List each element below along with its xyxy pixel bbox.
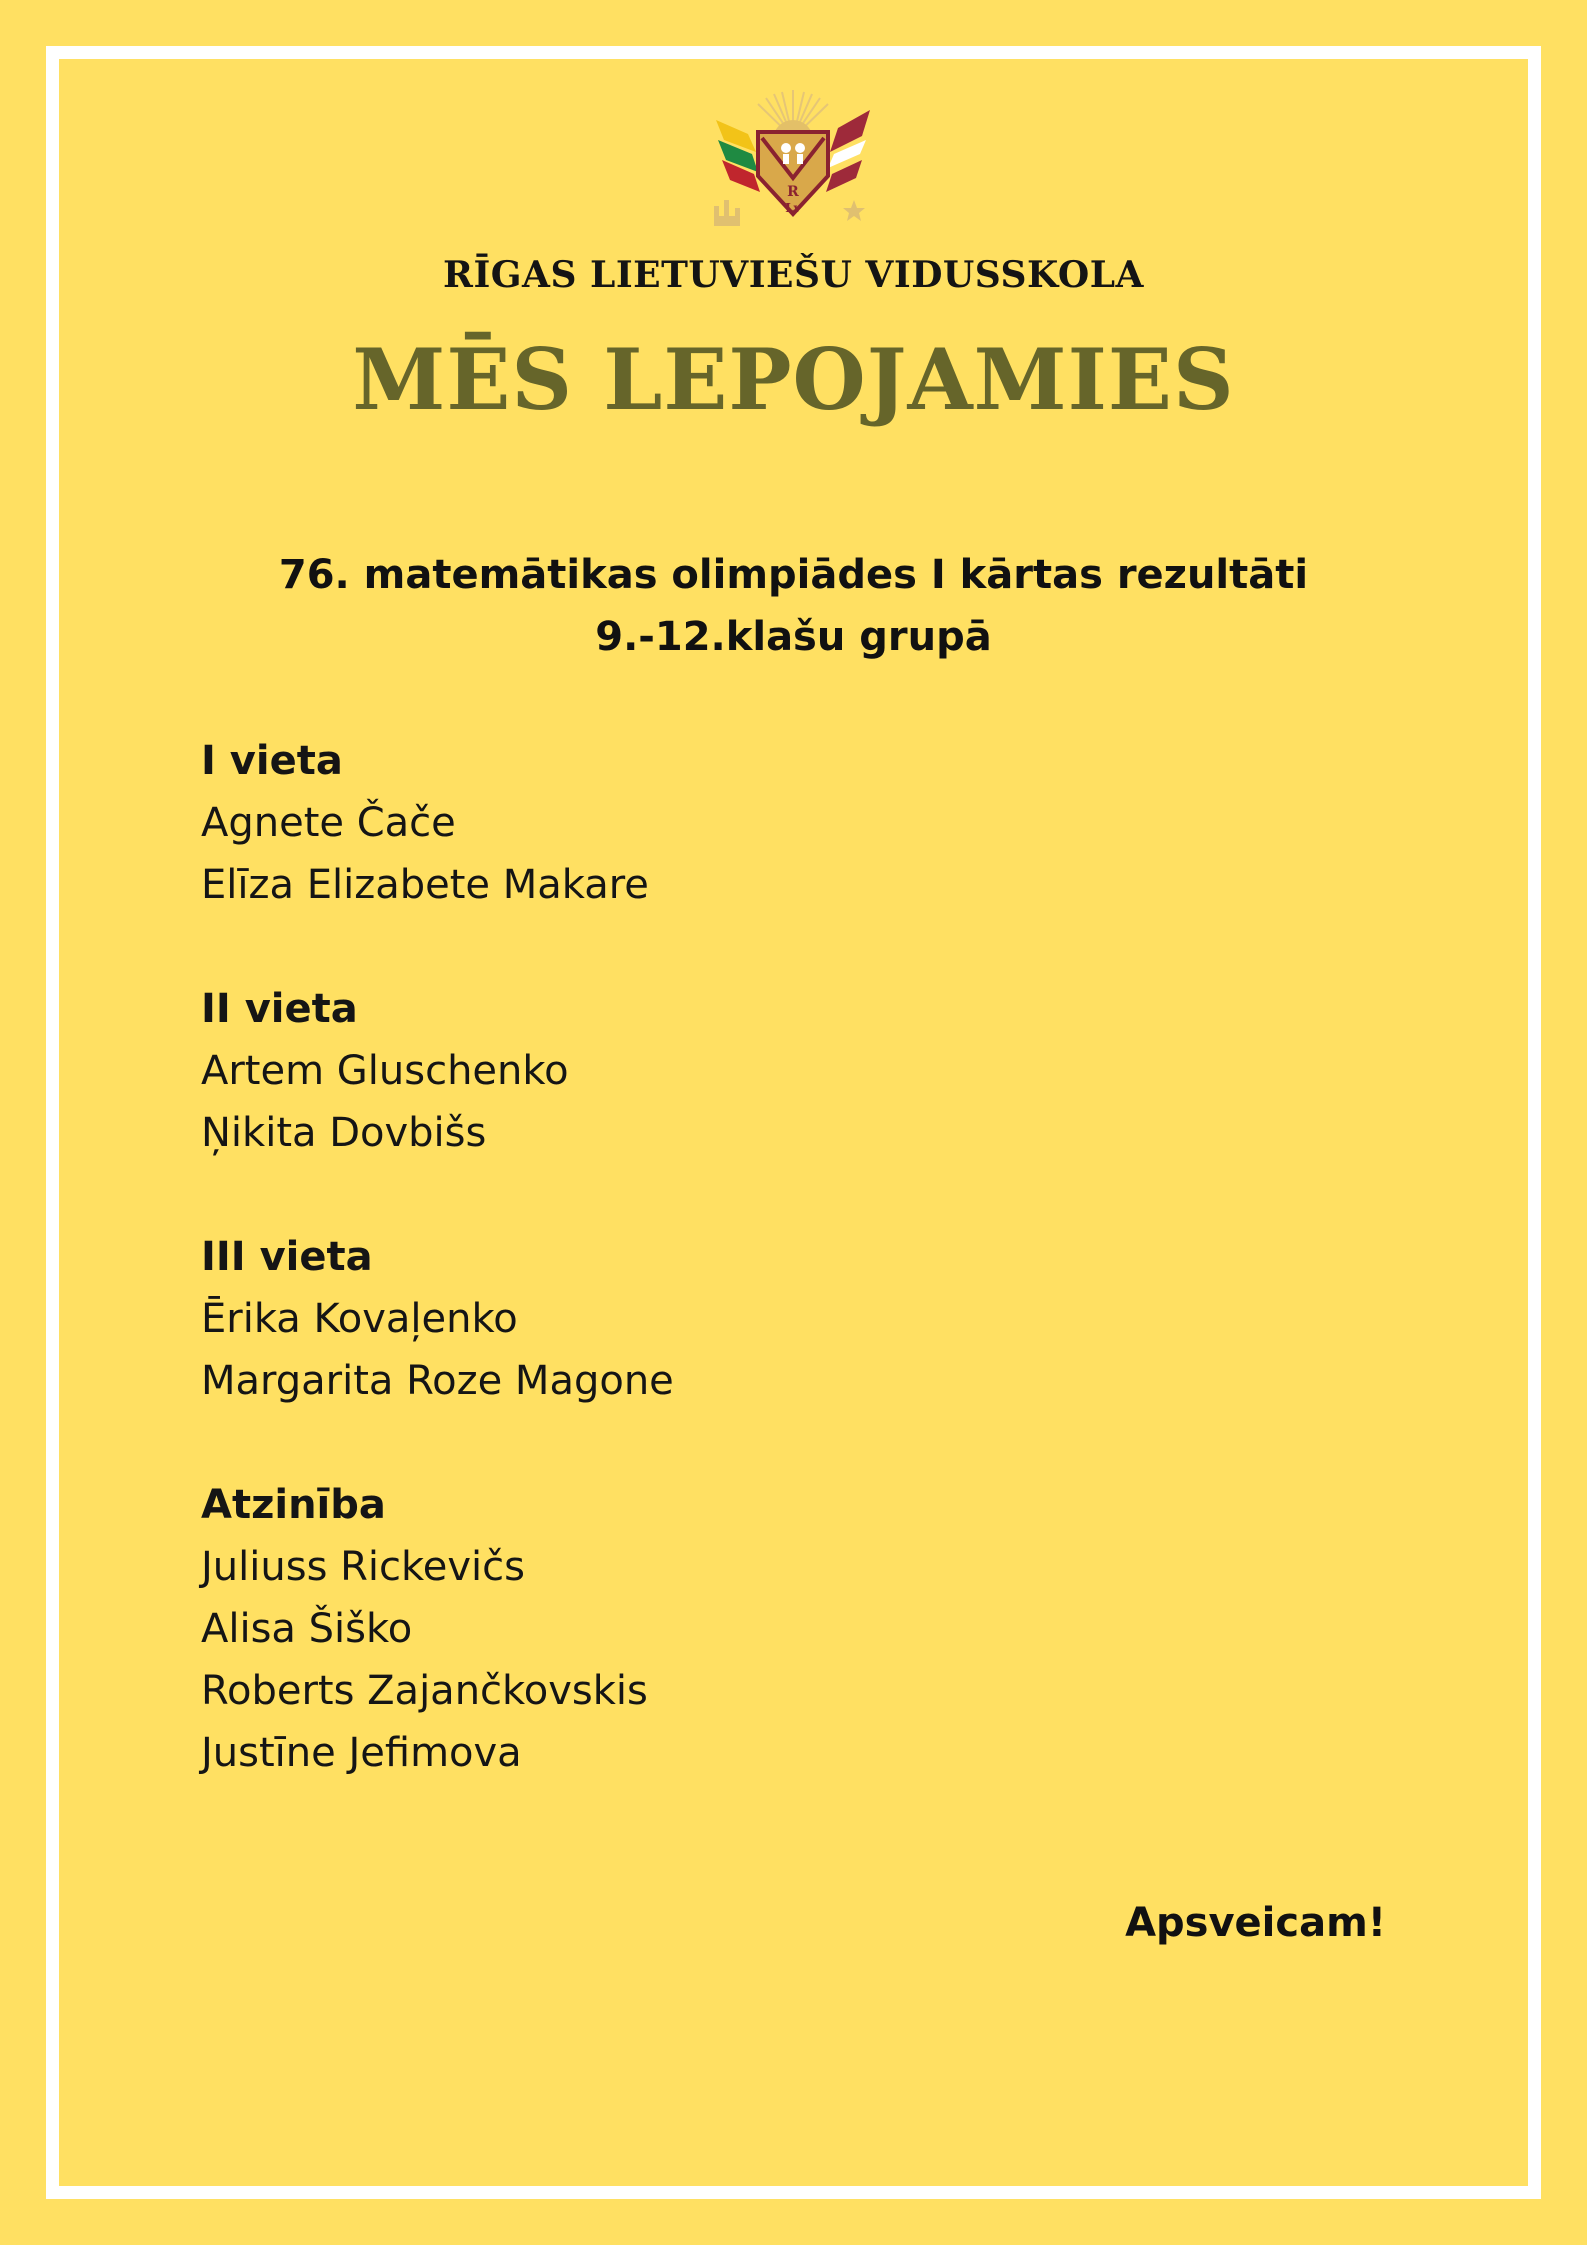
results-list: [201, 730, 1201, 1846]
student-name: Alisa Šiško: [201, 1606, 413, 1652]
place-heading: II vieta: [201, 986, 358, 1032]
student-name: Juliuss Rickevičs: [201, 1544, 525, 1590]
place-group: [201, 1226, 1201, 1412]
student-name: Agnete Čače: [201, 800, 456, 846]
place-heading: III vieta: [201, 1234, 373, 1280]
subtitle-line-1: 76. matemātikas olimpiādes I kārtas rezultāti: [278, 552, 1309, 598]
olympiad-subtitle: [0, 544, 1587, 668]
student-name: Artem Gluschenko: [201, 1048, 569, 1094]
page-title: MĒS LEPOJAMIES: [352, 330, 1235, 429]
student-name: Ņikita Dovbišs: [201, 1110, 487, 1156]
place-heading: I vieta: [201, 738, 343, 784]
place-group: [201, 730, 1201, 916]
congratulations-text: Apsveicam!: [1125, 1900, 1386, 1946]
place-heading: Atzinība: [201, 1482, 386, 1528]
student-name: Elīza Elizabete Makare: [201, 862, 649, 908]
svg-text:Lv: Lv: [785, 201, 801, 215]
place-group: [201, 978, 1201, 1164]
student-name: Justīne Jefimova: [201, 1730, 522, 1776]
student-name: Ērika Kovaļenko: [201, 1296, 518, 1342]
student-name: Margarita Roze Magone: [201, 1358, 674, 1404]
student-name: Roberts Zajančkovskis: [201, 1668, 648, 1714]
school-name: RĪGAS LIETUVIEŠU VIDUSSKOLA: [443, 254, 1144, 296]
svg-text:R: R: [787, 184, 799, 200]
place-group: [201, 1474, 1201, 1784]
subtitle-line-2: 9.-12.klašu grupā: [595, 614, 992, 660]
school-logo: [708, 88, 878, 238]
